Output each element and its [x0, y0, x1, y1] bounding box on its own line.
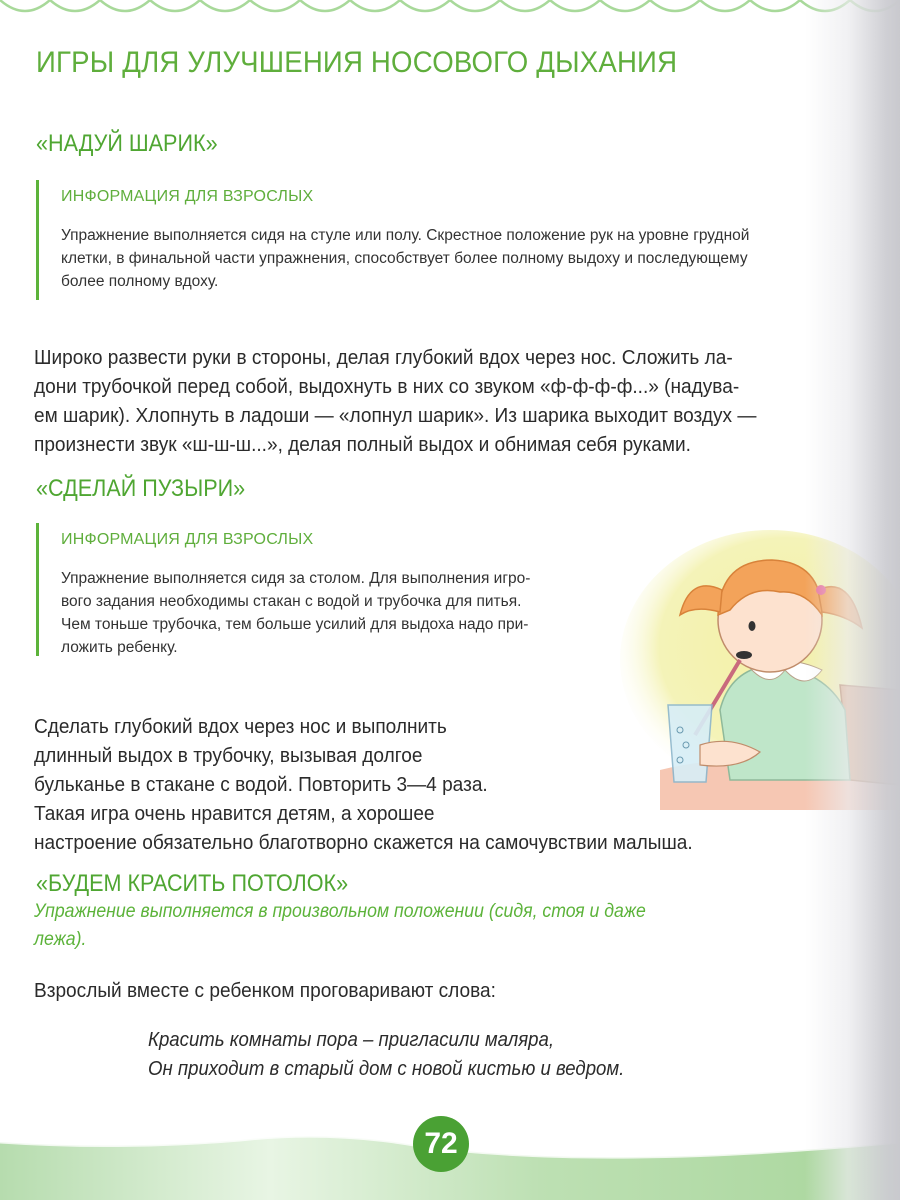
poem: Красить комнаты пора – пригласили маляра, Он приходит в старый дом с новой кистью и ведром.	[148, 1029, 625, 1080]
section-3-intro: Взрослый вместе с ребенком проговаривают слова:	[34, 979, 496, 1002]
info-text: Упражнение выполняется сидя на стуле или полу. Скрестное положение рук на уровне грудной клетки, в финальной части упражнения, способствует более полному выдоху и последующему более полному вдоху.	[61, 227, 750, 290]
info-label: ИНФОРМАЦИЯ ДЛЯ ВЗРОСЛЫХ	[61, 531, 314, 548]
adult-info-box-1	[36, 180, 881, 300]
section-2-instructions: Сделать глубокий вдох через нос и выполнить длинный выдох в трубочку, вызывая долгое бульканье в стакане с водой. Повторить 3—4 раза. Такая игра очень нравится детям, а хорошее настроение обязательно благотворно скажется на самочувствии малыша.	[34, 715, 693, 854]
girl-drinking-straw-illustration	[600, 520, 900, 810]
section-title-make-bubbles: «СДЕЛАЙ ПУЗЫРИ»	[36, 475, 246, 502]
adult-info-box-2	[36, 523, 621, 656]
section-title-inflate-balloon: «НАДУЙ ШАРИК»	[36, 130, 218, 157]
section-title-paint-ceiling: «БУДЕМ КРАСИТЬ ПОТОЛОК»	[36, 870, 349, 897]
section-1-instructions: Широко развести руки в стороны, делая глубокий вдох через нос. Сложить ла- дони трубочкой перед собой, выдохнуть в них со звуком «ф-ф-ф-ф...» (надува- ем шарик). Хлопнуть в ладоши — «лопнул шарик». Из шарика выходит воздух — произнести звук «ш-ш-ш...», делая полный выдох и обнимая себя руками.	[34, 346, 757, 456]
page-title: ИГРЫ ДЛЯ УЛУЧШЕНИЯ НОСОВОГО ДЫХАНИЯ	[36, 46, 678, 79]
scalloped-border-top	[0, 0, 900, 14]
section-3-position-note: Упражнение выполняется в произвольном положении (сидя, стоя и даже лежа).	[34, 901, 646, 950]
info-text: Упражнение выполняется сидя за столом. Для выполнения игро- вого задания необходимы стакан с водой и трубочка для питья. Чем тоньше трубочка, тем больше усилий для выдоха надо при- ложить ребенку.	[61, 570, 531, 656]
page-number-badge: 72	[413, 1116, 469, 1172]
info-label: ИНФОРМАЦИЯ ДЛЯ ВЗРОСЛЫХ	[61, 188, 314, 205]
